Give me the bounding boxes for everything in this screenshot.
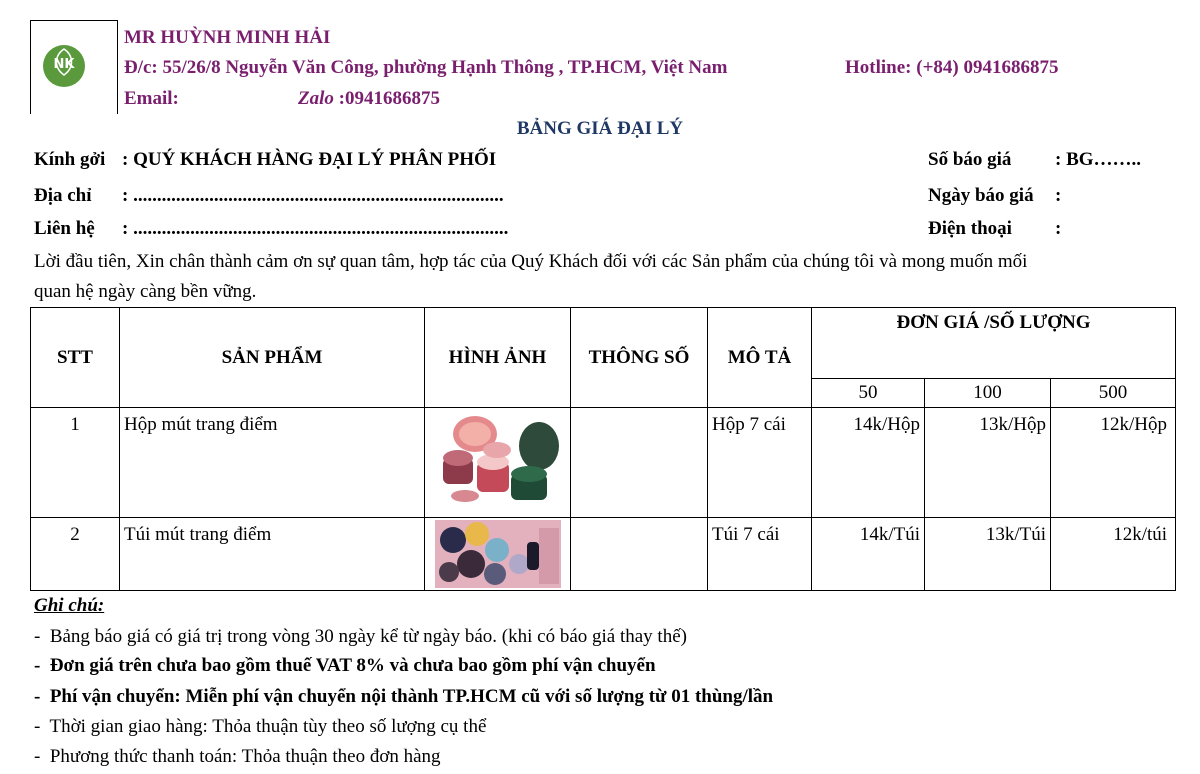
intro-line-1: Lời đầu tiên, Xin chân thành cảm ơn sự quan tâm, hợp tác của Quý Khách đối với các Sản phẩm của chúng tôi và mong muốn mối [34, 251, 1028, 272]
phone-value: : [1055, 218, 1062, 239]
quote-date-value: : [1055, 185, 1062, 206]
company-address: Đ/c: 55/26/8 Nguyễn Văn Công, phường Hạnh Thông , TP.HCM, Việt Nam [124, 57, 728, 78]
note-bullet: - [34, 716, 41, 737]
logo-frame [30, 20, 118, 114]
address-label: Địa chỉ [34, 185, 92, 206]
header-stt: STT [31, 308, 120, 408]
header-price-qty: ĐƠN GIÁ /SỐ LƯỢNG [812, 308, 1176, 379]
note-bullet: - [34, 655, 41, 676]
header-product: SẢN PHẨM [120, 308, 425, 408]
row-desc: Túi 7 cái [708, 518, 812, 591]
document-title: BẢNG GIÁ ĐẠI LÝ [516, 118, 684, 139]
row-image-cell [425, 518, 571, 591]
email-label: Email: [124, 88, 179, 109]
note-bullet: - [34, 626, 41, 647]
note-text: Phí vận chuyển: Miễn phí vận chuyển nội thành TP.HCM cũ với số lượng từ 01 thùng/lần [49, 686, 774, 707]
leaf-logo-icon [43, 45, 85, 87]
note-bullet: - [34, 746, 41, 767]
note-text: Phương thức thanh toán: Thỏa thuận theo đơn hàng [49, 746, 441, 767]
row-product: Túi mút trang điểm [120, 518, 425, 591]
header-qty-100: 100 [925, 379, 1051, 408]
quote-date-label: Ngày báo giá [928, 185, 1034, 206]
row-price-500: 12k/túi [1051, 518, 1176, 591]
row-specs [571, 408, 708, 518]
makeup-sponge-bag-image [435, 520, 561, 588]
row-image-cell [425, 408, 571, 518]
header-qty-500: 500 [1051, 379, 1176, 408]
row-specs [571, 518, 708, 591]
header-desc: MÔ TẢ [708, 308, 812, 408]
zalo-label: Zalo [298, 88, 334, 109]
note-item [34, 655, 656, 677]
contact-value: : ............................................................................... [122, 218, 509, 239]
to-value: : QUÝ KHÁCH HÀNG ĐẠI LÝ PHÂN PHỐI [122, 149, 497, 170]
header-qty-50: 50 [812, 379, 925, 408]
notes-title: Ghi chú: [34, 595, 105, 616]
note-item [34, 746, 441, 768]
table-row [31, 408, 1176, 518]
note-item [34, 626, 687, 648]
row-price-100: 13k/Hộp [925, 408, 1051, 518]
header-specs: THÔNG SỐ [571, 308, 708, 408]
row-stt: 1 [31, 408, 120, 518]
note-bullet: - [34, 686, 41, 707]
company-name: MR HUỲNH MINH HẢI [124, 27, 331, 48]
to-label: Kính gởi [34, 149, 106, 170]
intro-line-2: quan hệ ngày càng bền vững. [34, 281, 257, 302]
quote-no-label: Số báo giá [928, 149, 1012, 170]
note-text: Đơn giá trên chưa bao gồm thuế VAT 8% và chưa bao gồm phí vận chuyển [49, 655, 656, 676]
logo-initials: NK [53, 57, 75, 72]
hotline: Hotline: (+84) 0941686875 [845, 57, 1059, 78]
phone-label: Điện thoại [928, 218, 1012, 239]
row-price-50: 14k/Túi [812, 518, 925, 591]
note-text: Thời gian giao hàng: Thỏa thuận tùy theo số lượng cụ thể [49, 716, 487, 737]
quote-no-value: : BG…….. [1055, 149, 1142, 170]
note-text: Bảng báo giá có giá trị trong vòng 30 ngày kể từ ngày báo. (khi có báo giá thay thế) [49, 626, 687, 647]
row-price-50: 14k/Hộp [812, 408, 925, 518]
row-price-500: 12k/Hộp [1051, 408, 1176, 518]
price-table [30, 307, 1176, 591]
row-desc: Hộp 7 cái [708, 408, 812, 518]
table-row [31, 518, 1176, 591]
contact-label: Liên hệ [34, 218, 95, 239]
row-price-100: 13k/Túi [925, 518, 1051, 591]
row-stt: 2 [31, 518, 120, 591]
header-image: HÌNH ẢNH [425, 308, 571, 408]
zalo-number: :0941686875 [338, 88, 440, 109]
note-item [34, 716, 486, 738]
zalo-contact [298, 88, 440, 110]
address-value: : .............................................................................. [122, 185, 504, 206]
row-product: Hộp mút trang điểm [120, 408, 425, 518]
note-item [34, 686, 773, 708]
makeup-sponge-boxes-image [435, 412, 561, 508]
